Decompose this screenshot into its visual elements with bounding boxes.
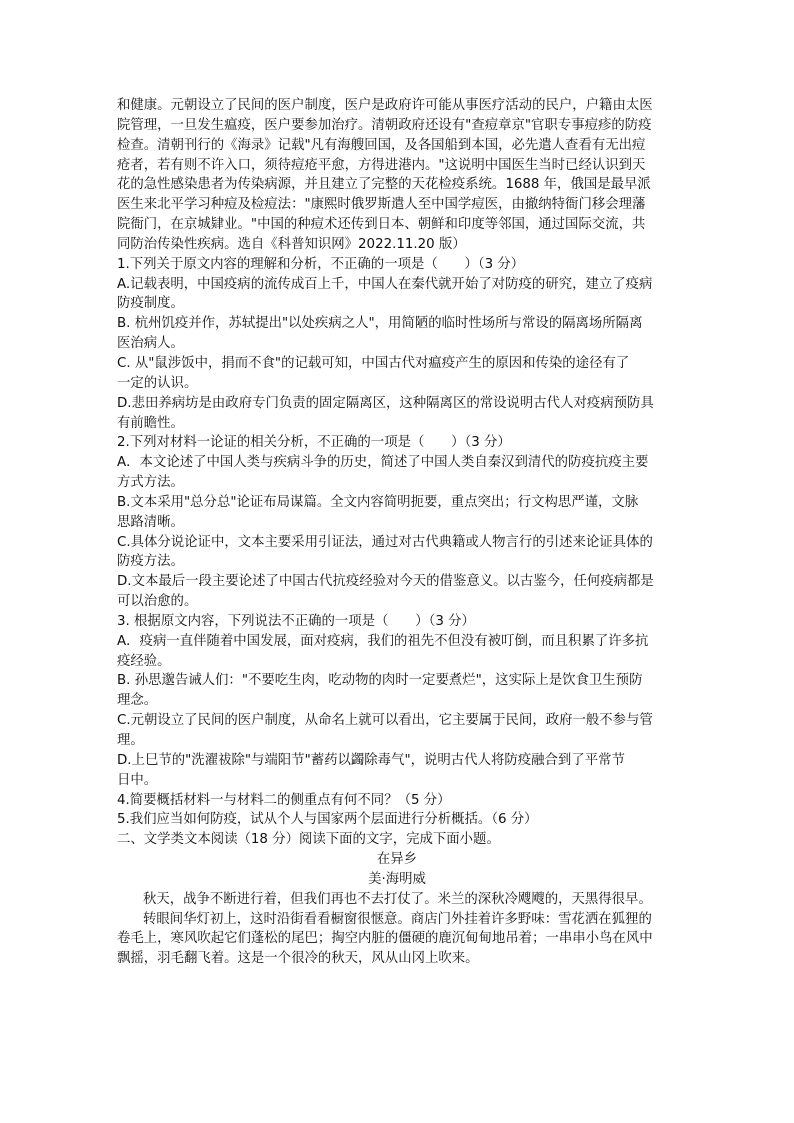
option-line: 理念。 bbox=[117, 693, 158, 709]
option-line: D.上巳节的"洗濯祓除"与端阳节"蓄药以蠲除毒气"，说明古代人将防疫融合到了平常节 bbox=[117, 752, 625, 768]
option-line: B. 孙思邈告诫人们："不要吃生肉，吃动物的肉时一定要煮烂"，这实际上是饮食卫生预防 bbox=[117, 673, 643, 689]
story-author: 美·海明威 bbox=[368, 871, 426, 887]
document-page bbox=[117, 96, 677, 969]
text-line: 检查。清朝刊行的《海录》记载"凡有海艘回国，及各国船到本国，必先遣人查看有无出痘 bbox=[117, 137, 646, 153]
option-line: 可以治愈的。 bbox=[117, 594, 198, 610]
text-line: 花的急性感染患者为传染病源，并且建立了完整的天花检疫系统。1688 年，俄国是最早派 bbox=[117, 177, 651, 193]
text-line: 院衙门，在京城肄业。"中国的种痘术还传到日本、朝鲜和印度等邻国，通过国际交流，共 bbox=[117, 217, 646, 233]
option-line: A．本文论述了中国人类与疾病斗争的历史，简述了中国人类自秦汉到清代的防疫抗疫主要 bbox=[117, 455, 649, 471]
story-paragraph-line: 飘摇，羽毛翻飞着。这是一个很冷的秋天，风从山冈上吹来。 bbox=[117, 951, 479, 967]
option-line: 有前瞻性。 bbox=[117, 415, 184, 431]
option-line: C.元朝设立了民间的医户制度，从命名上就可以看出，它主要属于民间，政府一般不参与管 bbox=[117, 713, 653, 729]
option-line: 防疫方法。 bbox=[117, 554, 184, 570]
text-line: 同防治传染性疾病。选自《科普知识网》2022.11.20 版） bbox=[117, 236, 466, 252]
option-line: C.具体分说论证中，文本主要采用引证法，通过对古代典籍或人物言行的引述来论证具体的 bbox=[117, 534, 653, 550]
option-line: B. 杭州饥疫并作，苏轼提出"以处疾病之人"，用简陋的临时性场所与常设的隔离场所隔离 bbox=[117, 316, 643, 332]
story-paragraph-line: 转眼间华灯初上，这时沿街看看橱窗很惬意。商店门外挂着许多野味：雪花洒在狐狸的 bbox=[143, 911, 652, 927]
option-line: A．疫病一直伴随着中国发展，面对疫病，我们的祖先不但没有被叮倒，而且积累了许多抗 bbox=[117, 633, 649, 649]
option-line: 疫经验。 bbox=[117, 653, 171, 669]
option-line: 方式方法。 bbox=[117, 475, 184, 491]
question-1: 1.下列关于原文内容的理解和分析，不正确的一项是（ ）（3 分） bbox=[117, 256, 525, 272]
option-line: 理。 bbox=[117, 733, 144, 748]
option-line: D.文本最后一段主要论述了中国古代抗疫经验对今天的借鉴意义。以古鉴今，任何疫病都是 bbox=[117, 574, 654, 590]
question-2: 2.下列对材料一论证的相关分析，不正确的一项是（ ）（3 分） bbox=[117, 435, 511, 451]
story-title: 在异乡 bbox=[376, 852, 418, 868]
text-line: 医生来北平学习种痘及检痘法："康熙时俄罗斯遣人至中国学痘医，由撤纳特衙门移会理藩 bbox=[117, 197, 646, 213]
question-3: 3. 根据原文内容，下列说法不正确的一项是（ ）（3 分） bbox=[117, 613, 475, 629]
option-line: 思路清晰。 bbox=[117, 514, 184, 530]
story-paragraph-line: 卷毛上，寒风吹起它们蓬松的尾巴；掏空内脏的僵硬的鹿沉甸甸地吊着；一串串小鸟在风中 bbox=[117, 931, 653, 947]
option-line: B.文本采用"总分总"论证布局谋篇。全文内容简明扼要，重点突出；行文构思严谨，文脉 bbox=[117, 494, 639, 510]
option-line: 防疫制度。 bbox=[117, 296, 184, 312]
option-line: 日中。 bbox=[117, 772, 158, 788]
option-line: 一定的认识。 bbox=[117, 375, 198, 391]
text-line: 和健康。元朝设立了民间的医户制度，医户是政府许可能从事医疗活动的民户，户籍由太医 bbox=[117, 98, 653, 113]
story-paragraph-line: 秋天，战争不断进行着，但我们再也不去打仗了。米兰的深秋冷飕飕的，天黑得很早。 bbox=[143, 891, 652, 907]
option-line: A.记载表明，中国疫病的流传成百上千，中国人在秦代就开始了对防疫的研究，建立了疫病 bbox=[117, 276, 653, 292]
question-4: 4.简要概括材料一与材料二的侧重点有何不同？（5 分） bbox=[117, 792, 451, 808]
text-line: 疮者，若有则不许入口，须待痘疮平愈，方得进港内。"这说明中国医生当时已经认识到天 bbox=[117, 157, 646, 173]
option-line: D.悲田养病坊是由政府专门负责的固定隔离区，这种隔离区的常设说明古代人对疫病预防具 bbox=[117, 395, 654, 411]
text-line: 院管理，一旦发生瘟疫，医户要参加治疗。清朝政府还设有"查痘章京"官职专事痘疹的防疫 bbox=[117, 117, 652, 133]
question-5: 5.我们应当如何防疫，试从个人与国家两个层面进行分析概括。（6 分） bbox=[117, 812, 538, 828]
option-line: C. 从"鼠涉饭中，捐而不食"的记载可知，中国古代对瘟疫产生的原因和传染的途径有了 bbox=[117, 355, 630, 371]
option-line: 医治病人。 bbox=[117, 336, 184, 352]
section-heading: 二、文学类文本阅读（18 分）阅读下面的文字，完成下面小题。 bbox=[117, 832, 500, 848]
